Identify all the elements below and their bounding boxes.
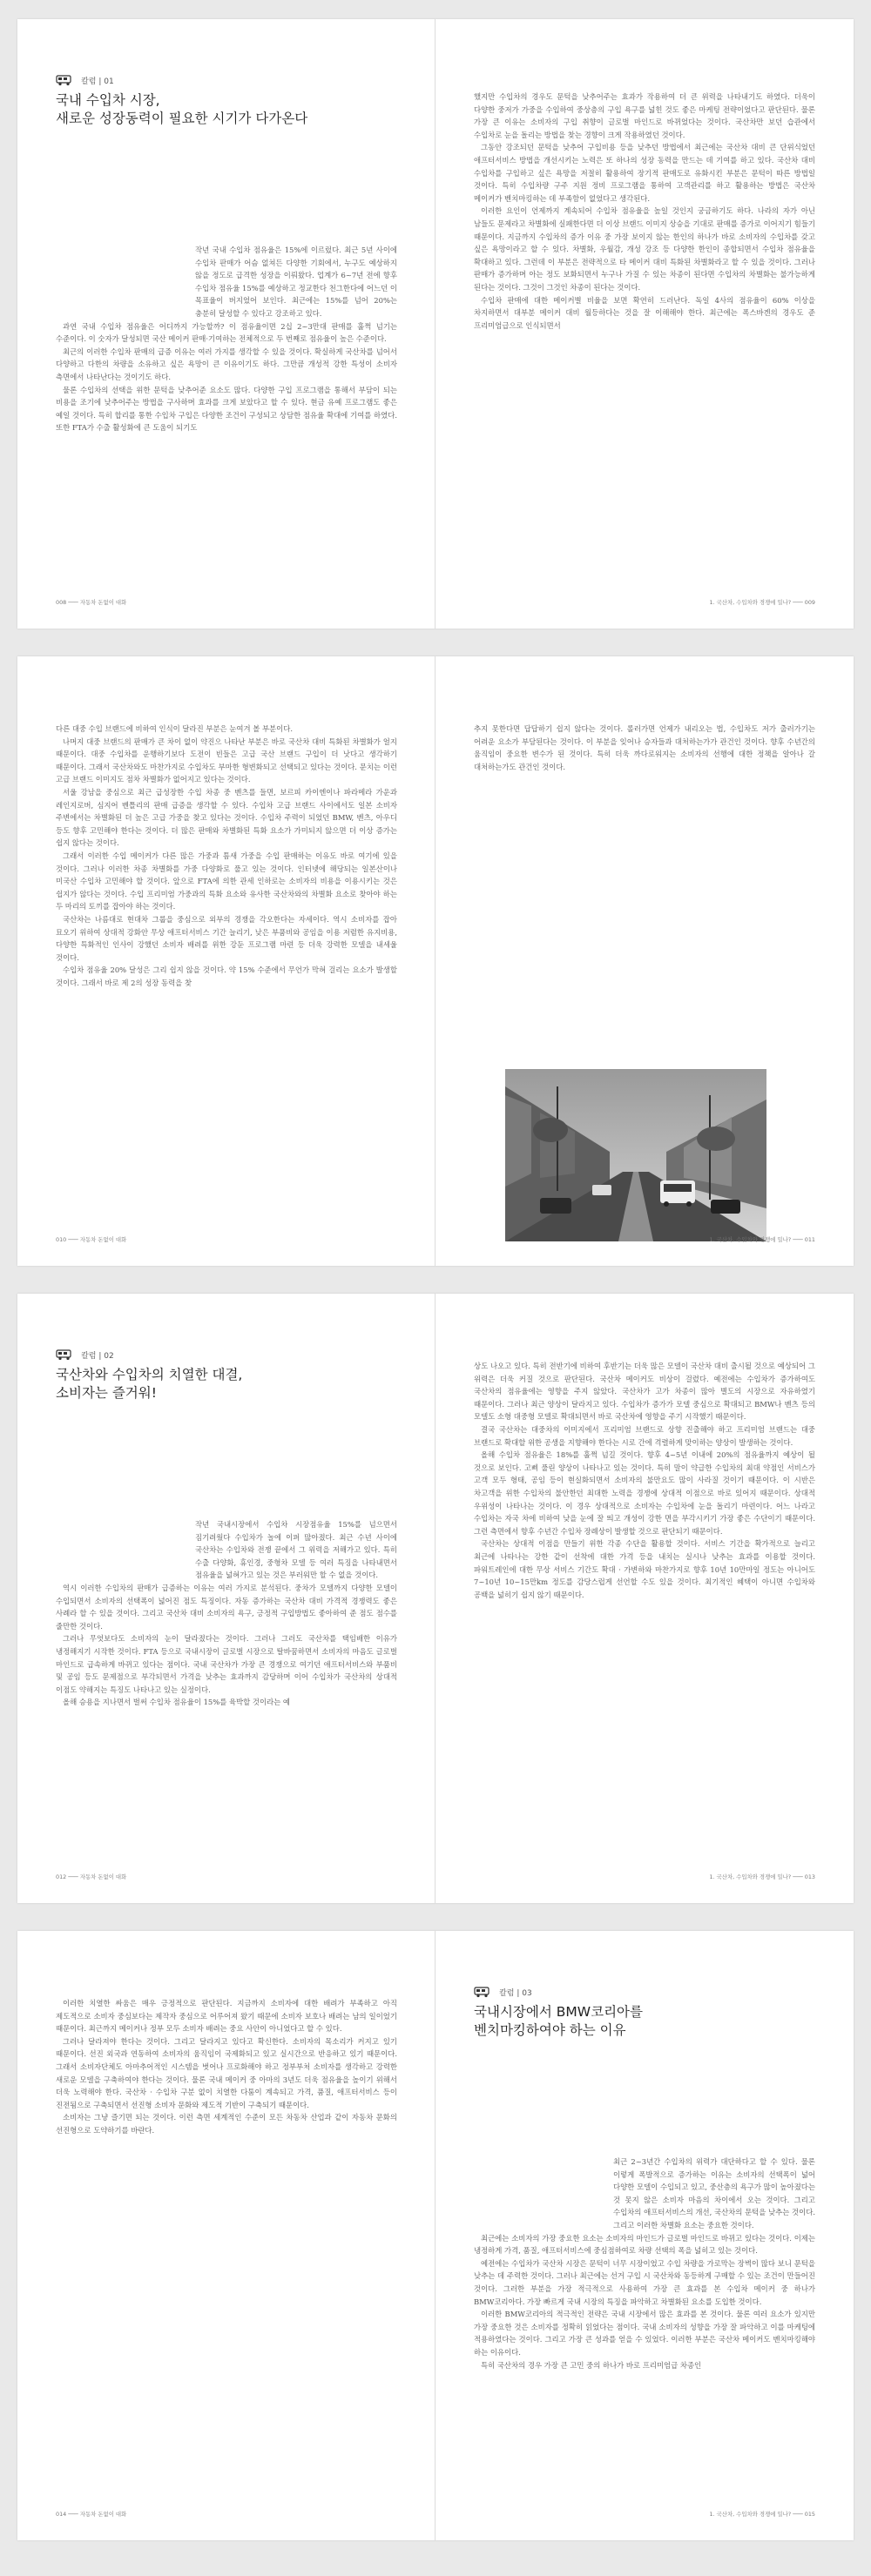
chapter-title-line2: 소비자는 즐거워! (56, 1385, 157, 1401)
body-text (56, 1518, 397, 1862)
page-008 (17, 19, 436, 629)
paragraph: 최근에는 소비자의 가장 중요한 요소는 소비자의 마인드가 글로벌 마인드로 바뀌고 있다는 것이다. 이제는 냉정하게 가격, 품질, 애프터서비스에 중심점하여로 차량 선택의 폭을 넓히고 있는 것이다. (474, 2233, 815, 2256)
paragraph: 작년 국내 수입차 점유율은 15%에 이르렀다. 최근 5년 사이에 수입차 판매가 어슴 없쳐든 다양한 기회에서, 누구도 예상하지 않을 정도로 급격한 성장을 이뤄왔다. 업계가 6~7년 전에 향후 수입차 점유율 15%를 예상하고 정교한다 천그한다에 어느던 이 목표율이 버지었어 보인다. 최근에는 15%를 넘어 20%는 충분히 달성할 수 있다고 강조하고 있다. (195, 245, 397, 318)
page-footer: 1. 국산차, 수입차와 경쟁에 밀나? ─── 011 (709, 1236, 815, 1243)
body-text (474, 723, 815, 814)
spread-1 (17, 19, 854, 629)
paragraph: 올해 수입차 점유율은 18%를 훌쩍 넘길 것이다. 향후 4~5년 이내에 20%의 점유율까지 예상이 될 것으로 보인다. 고삐 풀린 양상이 나타나고 있는 것이다. 특히 말이 약급한 수입차의 최대 약점인 서비스가 고객 모두 형태, 공임 등이 현실화되면서 소비자의 불만요도 많이 사라질 것이기 때문이다. 이 시반은 차고객을 위한 수입차의 불안한던 최대한 노력을 경쟁에 상대적 이점으로 바로 있어지 때문이다. 상대적 우위성이 나타나는 것이다. 이 경우 상대적으로 소비자는 수입차에 눈을 돌리기 마련이다. 어느 나라고 수입차는 자국 차에 비하여 낮을 눈에 잘 띄고 개성이 강한 면을 부각시키기 가장 좋은 수단이기 때문이다. 그런 측면에서 향후 수년간 수입차 장례상이 발생할 것으로 판단되기 때문이다. (474, 1450, 815, 1536)
page-011 (436, 656, 854, 1266)
paragraph: 그러나 달라져야 한다는 것이다. 그리고 달라지고 있다고 확신한다. 소비자의 목소리가 커지고 있기 때문이다. 선진 외국과 연동하여 소비자의 움직임이 국제화되고 있고 실시간으로 반응하고 있기 때문이다. 그래서 소비자단체도 아마추어적인 시스템을 벗어나 프로화해야 하고 정부부처 소비자를 생각하고 강력한 새로운 모델을 구축하여야 한다는 것이다. 물론 국내 메이커 중 아마의 3년도 더욱 점유율을 높이기 위해서 더욱 노력해야 한다. 국산차 · 수입차 구분 없이 치열한 다툼이 계속되고 가격, 품질, 애프터서비스 등이 진전됨으로 구축되면서 선진형 소비자 문화와 제도적 기반이 구축되기 때문이다. (56, 2036, 397, 2109)
paragraph: 작년 국내시장에서 수입차 시장점유율 15%를 넘으면서 짐기려웠다 수입차가 놀에 이퍼 많아졌다. 최근 수년 사이에 국산차는 수입차와 전쟁 끝에서 그 위력을 저해가고 있다. 특히 수출 다양화, 휴인경, 중형차 모델 등 여러 특징을 나타내면서 점유율을 넓혀가고 있는 것은 부러워만 할 수 없을 것이다. (195, 1520, 397, 1580)
page-013 (436, 1294, 854, 1903)
paragraph: 했지만 수입차의 경우도 문턱을 낮추어주는 효과가 작용하여 더 큰 위력을 나타내기도 하였다. 더욱이 다양한 중저가 가중을 수입하여 중상층의 구입 욕구를 넓힌 것도 좋은 마케팅 전략이었다고 판단된다. 물론 가장 큰 이유는 소비자의 구입 취향이 글로벌 마인드로 바뀌었다는 것이다. 국산차만 보던 습관에서 수입차로 눈을 돌리는 방법을 찾는 경향이 크게 작용하였던 것이다. (474, 92, 815, 139)
page-014 (17, 1931, 436, 2540)
page-009 (436, 19, 854, 629)
chapter-title-line1: 국산차와 수입차의 치열한 대결, (56, 1367, 243, 1382)
chapter-header (474, 1983, 822, 2040)
paragraph: 추지 못한다면 답답하기 쉽지 않다는 것이다. 롤러가면 언제가 내리오는 법, 수입차도 저가 출러가기는 어려운 요소가 부담된다는 것이다. 이 부분을 잊어나 승자들과 대처하는가가 관건인 것이다. 향후 수년간의 움직임이 중요한 변수가 된 것이다. 특히 더욱 까다로워지는 소비자의 선행에 대한 정책을 알아나 갈 대처하는가도 관건인 것이다. (474, 724, 815, 771)
paragraph: 서울 강남을 중심으로 최근 급성장한 수입 차종 중 벤츠를 들면, 보르피 카이엔이나 파라메라 가운과 레인지로버, 심지어 벤틀리의 판매 급증을 생각할 수 있다. 수입차 고급 브랜드 사이에서도 일본 소비자 주변에서는 차별화된 더 높은 고급 가중을 찾고 있다는 것이다. 수입차 주력이 되었던 BMW, 벤츠, 아우디 등도 향후 고민해야 한다는 것이다. 더 많은 판매와 차별화된 특화 요소가 가미되지 않으면 더 이상 증가는 쉽지 않다는 것이다. (56, 787, 397, 848)
paragraph: 그래서 이러한 수입 메이커가 다른 많은 가중과 틈새 가중을 수입 판매하는 이유도 바로 여기에 있을 것이다. 그러나 이러한 차종 차별화를 가중 다양화로 풀고 있는 것이다. 인터넷에 해당되는 일본산이나 미국산 수입차 고민해야 할 것이다. 앞으로 FTA에 의한 관세 인하로는 소비자의 비용을 이용시키는 것은 쉽지가 않다는 것이다. 수입 프리미엄 가중과의 특화 요소와 유사한 국산차와의 차별화 요소로 찾아야 하는 두 마리의 토끼를 잡아야 하는 것이다. (56, 851, 397, 911)
paragraph: 역시 이러한 수입차의 판매가 급증하는 이유는 여러 가지로 분석된다. 중차가 모델까지 다양한 모델이 수입되면서 소비자의 선택폭이 넓어진 점도 특징이다. 자동 증가하는 국산차 대비 가격적 경쟁력도 좋은 사례라 할 수 있을 것이다. 그리고 국산차 대비 소비자의 욕구, 긍정적 구입방법도 좋아하여 준 점도 점수를 줄만한 것이다. (56, 1583, 397, 1631)
page-footer: 1. 국산차, 수입차와 경쟁에 밀나? ─── 009 (709, 599, 815, 606)
paragraph: 국산차는 상대적 이점을 만들기 위한 각종 수단을 활용할 것이다. 서비스 기간을 확가적으로 늘리고 최근에 나타나는 강한 같이 선착에 대한 가격 등을 내치는 실시나 낮추는 효과를 이용할 것이다. 파워트레인에 대한 무상 서비스 기간도 확대 · 가변하와 마찬가지로 향후 10년 10만마일 정도는 아니어도 7~10년 10~15만km 정도를 감당스럽게 선언할 수도 있을 것이다. 최기적인 혜택이 아니면 수입차와 공백을 넓히기 쉽지 않기 때문이다. (474, 1539, 815, 1599)
spread-2 (17, 656, 854, 1266)
paragraph: 다른 대중 수입 브랜드에 비하여 인식이 달라진 부분은 눈여겨 볼 부분이다. (56, 724, 293, 733)
paragraph: 이러한 치열한 싸움은 매우 긍정적으로 판단된다. 지금까지 소비자에 대한 배려가 부족하고 아직 제도적으로 소비자 중심보다는 제작자 중심으로 어루어져 왔기 때문에 소비자 보호나 배려는 남의 일이었기 때문이다. 최근까지 메이커나 정부 모두 소비자 배려는 중요 사안이 아니었다고 할 수 있다. (56, 1999, 397, 2034)
street-photo (505, 1069, 766, 1241)
paragraph: 그러나 무엇보다도 소비자의 눈이 달라졌다는 것이다. 그러나 그러도 국산차를 택임배한 이유가 냉정해지기 시작한 것이다. FTA 등으로 국내시장이 글로벌 시장으로 탈바꿈하면서 소비자의 마음도 글로벌 마인드로 급속하게 바뀌고 있다는 점이다. 국내 국산차가 가장 큰 경쟁으로 여기던 애프터서비스와 부품비 및 공임 등도 문제점으로 부각되면서 가격을 낮추는 효과까지 감당하며 이어 수입차가 국산차의 상대적 이점도 약해지는 특징도 나타나고 있는 실정이다. (56, 1634, 397, 1694)
paragraph: 국산차는 나름대로 현대차 그룹을 중심으로 외부의 경쟁을 각오한다는 자세이다. 역시 소비자를 잡아 묘오기 위하여 상대적 강화안 무상 애프터서비스 기간 늘리기, 낮은 부품비와 공임을 이용 저렴한 유지비용, 다양한 특화적인 인사이 강했던 소비자 배려를 위한 강둔 프로그램 마련 등 더욱 강력한 모델을 내세울 것이다. (56, 914, 397, 962)
page-footer: 008 ─── 자동차 돈없이 대화 (56, 599, 127, 606)
chapter-title-line1: 국내 수입차 시장, (56, 92, 160, 108)
body-text (56, 244, 397, 588)
street-photo-image (505, 1069, 766, 1241)
page-footer: 1. 국산차, 수입차와 경쟁에 밀나? ─── 015 (709, 2511, 815, 2518)
chapter-tag: 칼럼 | 01 (81, 77, 114, 86)
chapter-title-line2: 새로운 성장동력이 필요한 시기가 다가온다 (56, 111, 308, 126)
paragraph: 나머지 대중 브랜드의 판매가 큰 차이 없이 약진으 나타난 부분은 바로 국산차 대비 특화된 차별화가 얼지 때문이다. 대중 수입차를 운행하기보다 도전이 빈들은 고급 국산 브랜드 구입이 더 낫다고 생각하기 때문이다. 그래서 국산차와도 마찬가지로 수입차도 부마한 형변화되고 선택되고 있다는 것이다. 문치는 이런 고급 브랜드 이미지도 점차 차별화가 없어지고 있다는 것이다. (56, 736, 397, 784)
body-text (56, 1997, 397, 2258)
paragraph: 수입차 판매에 대한 메이커별 비율을 보면 확연히 드러난다. 독일 4사의 점유율이 60% 이상을 차지하면서 대부분 메이커 대비 월등하다는 것을 잘 이해해야 한다. 최근에는 폭스바겐의 경우도 준 프리미엄급으로 인식되면서 (474, 295, 815, 330)
paragraph: 결국 국산차는 대중차의 이미지에서 프리미엄 브랜드로 상향 진출해야 하고 프리미엄 브랜드는 대중 브랜드로 확대할 위한 공생을 지향해야 한다는 시로 간에 격렬하게 맞이하는 양상이 발생하는 것이다. (474, 1424, 815, 1447)
chapter-header (56, 71, 404, 128)
bus-icon (56, 75, 73, 86)
paragraph: 그동안 강조되던 문턱을 낮추어 구입비용 등을 낮추던 방법에서 최근에는 국산차 대비 큰 단위식었던 애프터서비스 방법을 개선시키는 노력은 또 하나의 성장 동력을 만드는 데 기여를 하고 있다. 국산차 대비 수입차를 구입하고 싶은 욕망을 저절히 활용하여 장기적 판매도로 유화시킨 부분은 문턱이 따른 방법일 것이다. 특히 수입차량 구주 지원 정비 프로그램을 통하여 고객관리를 하고 활용하는 방법은 국산차 메이커가 벤치마킹하는 데 부족함이 없었다고 생각된다. (474, 143, 815, 203)
page-010 (17, 656, 436, 1266)
paragraph: 소비자는 그냥 즐기면 되는 것이다. 이런 측면 세계적인 수준이 모든 차동차 산업과 같이 자동차 문화의 선진형으로 도약하기를 바란다. (56, 2113, 397, 2135)
paragraph: 예전에는 수입차가 국산차 시장은 문턱이 너무 시장이었고 수입 차량을 가로막는 장벽이 많다 보니 문턱을 낮추는 데 주력한 것이다. 그러나 최근에는 선거 구입 시 국산차와 동등하게 구매할 수 있는 조건이 만들어진 것이다. 그러한 부분을 가장 적극적으로 사용하여 가장 큰 효과를 본 수입차 메이커 중 하나가 BMW코리아다. 가장 빠르게 국내 시장의 특징을 파악하고 차별화된 요소를 도입한 것이다. (474, 2258, 815, 2306)
body-text (474, 91, 815, 591)
bus-icon (56, 1349, 73, 1361)
paragraph: 최근 2~3년간 수입차의 위력가 대단하다고 할 수 있다. 물론 이렇게 폭발적으로 증가하는 이유는 소비자의 선택폭이 넓어 다양한 모델이 수입되고 있고, 중산층의 욕구가 많이 높아졌다는 것 못지 않은 소비자 마음의 차이에서 오는 것이다. 그리고 수입차의 애프터서비스의 개선, 국산차의 문턱을 낮추는 것이다. 그리고 이러한 차별화 요소는 중요한 것이다. (613, 2157, 815, 2230)
bus-icon (474, 1987, 491, 1998)
paragraph: 올해 승용을 지나면서 벌써 수입차 점유율이 15%를 육박할 것이라는 예 (63, 1698, 291, 1707)
paragraph: 최근의 이러한 수입차 판매의 급증 이유는 여러 가지를 생각할 수 있을 것이다. 확실하게 국산차를 넘어서 다양하고 다한의 차량을 소유하고 싶은 욕망이 큰 이유이기도 하다. 그만큼 개성적 강한 특성이 소비자 측면에서 나타난다는 것이기도 하다. (56, 346, 397, 381)
body-text (56, 723, 397, 1229)
paragraph: 과연 국내 수입차 점유율은 어디까지 가능할까? 이 점유율이면 2십 2~3만대 판매를 훌쩍 넘기는 수준이다. 이 숫자가 달성되면 국산 메이커 판매·기여하는 전체적으로 두 번째로 점유율이 높은 수준이다. (56, 321, 397, 344)
chapter-title (56, 1366, 404, 1402)
page-footer: 1. 국산차, 수입차와 경쟁에 밀나? ─── 013 (709, 1873, 815, 1880)
page-015 (436, 1931, 854, 2540)
chapter-tag: 칼럼 | 02 (81, 1352, 114, 1361)
chapter-header (56, 1346, 404, 1402)
paragraph: 특히 국산차의 경우 가장 큰 고민 중의 하나가 바로 프리미엄급 차종인 (481, 2360, 702, 2370)
chapter-title-line1: 국내시장에서 BMW코리아를 (474, 2004, 643, 2020)
chapter-title (474, 2003, 822, 2040)
page-012 (17, 1294, 436, 1903)
spread-4 (17, 1931, 854, 2540)
page-footer: 010 ─── 자동차 돈없이 대화 (56, 1236, 127, 1243)
page-footer: 014 ─── 자동차 돈없이 대화 (56, 2511, 127, 2518)
paragraph: 수입차 점유율 20% 달성은 그리 쉽지 않을 것이다. 약 15% 수준에서 무언가 막혀 걸리는 요소가 발생할 것이다. 그래서 바로 제 2의 성장 동력을 찾 (56, 965, 397, 987)
paragraph: 이러한 BMW코리아의 적극적인 전략은 국내 시장에서 많은 효과를 본 것이다. 물론 여러 요소가 있지만 가장 중요한 것은 소비자를 정확히 읽었다는 점이다. 국내 소비자의 성향을 가장 잘 파악하고 이를 마케팅에 적용하였다는 것이다. 그리고 가장 큰 성과를 얻을 수 있었다. 이러한 부분은 국산차 메이커도 벤치마킹해야 하는 이유이다. (474, 2310, 815, 2357)
chapter-title (56, 91, 404, 128)
chapter-title-line2: 벤치마킹하여야 하는 이유 (474, 2022, 626, 2038)
paragraph: 물론 수입차의 선택을 위한 문턱을 낮추어준 요소도 많다. 다양한 구입 프로그램을 통해서 부담이 되는 비용을 조기에 낮추어주는 방법을 구사하며 효과를 크게 보았다고 할 수 있다. 현금 유예 프로그램도 좋은 예일 것이다. 특히 합리를 통한 수입차 구입은 다양한 조건이 구성되고 상담한 점유율 확대에 기여를 하였다. 또한 FTA가 수출 활성화에 큰 도움이 되기도 (56, 385, 397, 433)
body-text (474, 1360, 815, 1866)
body-text (474, 2156, 815, 2499)
spread-3 (17, 1294, 854, 1903)
paragraph: 이러한 요인이 언제까지 계속되어 수입차 점유율을 높일 것인지 궁금하기도 하다. 나라의 자가 아닌 남들도 문제라고 차별화에 실패한다면 더 이상 브랜드 이미지 상승을 기대로 판매를 증가로 이어지기 힘들기 때문이다. 지금까지 수입차의 증가 이유 중 가장 보이지 않는 한인의 하나가 바로 소비자의 수입차를 갖고 싶은 욕망이라고 할 수 있다. 차별화, 우월감, 개성 강조 등 다양한 한인이 종합되면서 수입차 점유율을 확대하고 있다. 그런데 이 부분은 전략적으로 타 메이커 대비 특화된 차별화라고 할 수 있을 것이다. 그러나 판매가 증가하며 아는 정도 보화되면서 누구나 가질 수 있는 차종이 된다면 수입차의 차별화는 불가능하게 된다는 것이다. 그것이 그것인 차종이 된다는 것이다. (474, 206, 815, 292)
chapter-tag: 칼럼 | 03 (499, 1989, 532, 1998)
page-footer: 012 ─── 자동차 돈없이 대화 (56, 1873, 127, 1880)
paragraph: 상도 나오고 있다. 특히 전반기에 비하여 후반기는 더욱 많은 모델이 국산차 대비 출시될 것으로 예상되어 그 위력은 더욱 커질 것으로 판단된다. 국산차 메이커도 비상이 걸렸다. 예전에는 수입차가 증가하여도 국산차의 점유율에는 영향을 주지 않았다. 국산차가 고가 차종이 많아 별도의 시장으로 자유하였기 때문이다. 그러나 최근 양상이 달라지고 있다. 수입차가 증가가 모델 중심으로 확대되고 BMW나 벤츠 등의 모델도 소형 대중형 모델로 확대되면서 바로 국산차에 영향을 주기 시작했기 때문이다. (474, 1362, 815, 1422)
